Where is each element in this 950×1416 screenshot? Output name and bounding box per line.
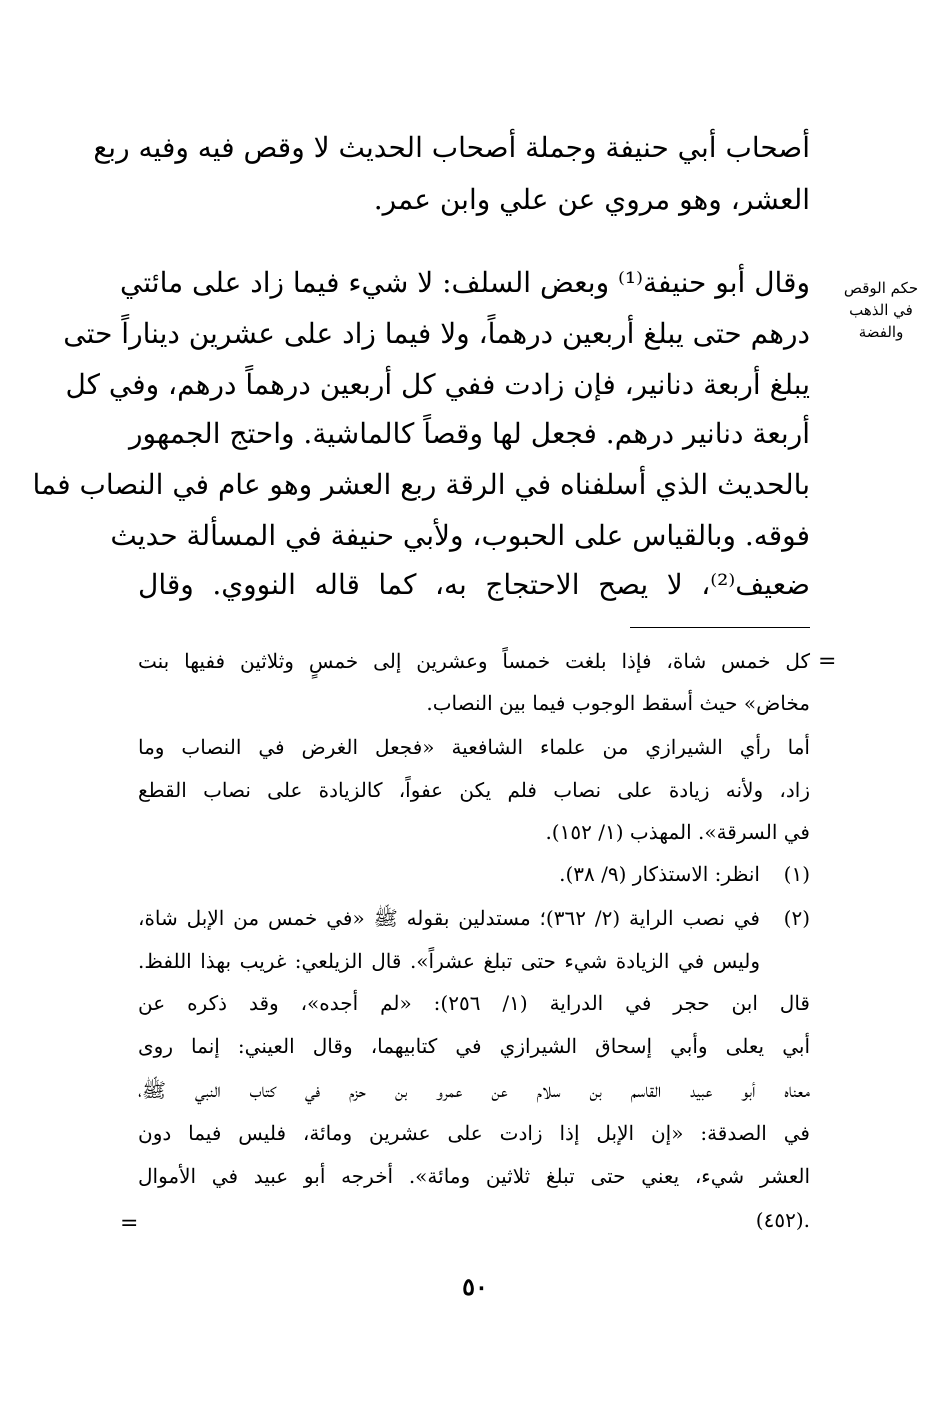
main-text-line: درهم حتى يبلغ أربعين درهماً، ولا فيما زاد على عشرين ديناراً حتى	[63, 317, 810, 350]
footnote-line: كل خمس شاة، فإذا بلغت خمساً وعشرين إلى خمسٍ وثلاثين ففيها بنت	[138, 649, 810, 673]
footnote-line: وليس في الزيادة شيء حتى تبلغ عشراً». قال الزيلعي: غريب بهذا اللفظ.	[138, 949, 760, 973]
main-text-line: العشر، وهو مروي عن علي وابن عمر.	[373, 183, 810, 216]
main-text-line: فوقه. وبالقياس على الحبوب، ولأبي حنيفة في المسألة حديث	[110, 519, 810, 552]
page-number: ٥٠	[462, 1272, 488, 1301]
footnote-line: أما رأي الشيرازي من علماء الشافعية «فجعل الغرض في النصاب وما	[138, 735, 810, 759]
footnote-divider	[630, 627, 810, 628]
continuation-marker: =	[120, 1211, 139, 1236]
footnote-line: العشر شيء، يعني حتى تبلغ ثلاثين ومائة». أخرجه أبو عبيد في الأموال	[138, 1164, 810, 1188]
footnote-line: قال ابن حجر في الدراية (١/ ٢٥٦): «لم أجده»، وقد ذكره عن	[138, 991, 810, 1015]
footnote-line: (٤٥٢).	[755, 1208, 810, 1232]
continuation-marker: =	[818, 649, 837, 674]
main-text-line: ضعيف⁽²⁾، لا يصح الاحتجاج به، كما قاله النووي. وقال	[138, 568, 810, 601]
footnote-line: انظر: الاستذكار (٩/ ٣٨).	[559, 862, 760, 886]
footnote-line: في السرقة». المهذب (١/ ١٥٢).	[545, 820, 810, 844]
main-text-line: أربعة دنانير درهم. فجعل لها وقصاً كالماشية. واحتج الجمهور	[129, 417, 810, 450]
footnote-line: زاد، ولأنه زيادة على نصاب فلم يكن عفواً، كالزيادة على نصاب القطع	[138, 778, 810, 802]
side-heading-line: في الذهب	[849, 301, 913, 319]
side-heading-line: حكم الوقص	[843, 279, 919, 297]
footnote-line: مخاض» حيث أسقط الوجوب فيما بين النصاب.	[426, 691, 810, 715]
footnote-line: أبي يعلى وأبي إسحاق الشيرازي في كتابيهما، وقال العيني: إنما روى	[138, 1034, 810, 1058]
footnote-number: (٢)	[783, 906, 810, 930]
footnote-number: (١)	[783, 862, 810, 886]
main-text-line: يبلغ أربعة دنانير، فإن زادت ففي كل أربعين درهماً درهم، وفي كل	[65, 368, 810, 401]
footnote-line: في نصب الراية (٢/ ٣٦٢)؛ مستدلين بقوله ﷺ «في خمس من الإبل شاة،	[138, 906, 760, 930]
main-text-line: أصحاب أبي حنيفة وجملة أصحاب الحديث لا وقص فيه وفيه ربع	[93, 131, 810, 164]
footnote-line: في الصدقة: «إن الإبل إذا زادت على عشرين ومائة، فليس فيما دون	[138, 1121, 810, 1145]
footnote-line: معناه أبو عبيد القاسم بن سلام عن عمرو بن حزم في كتاب النبي ﷺ،	[138, 1078, 810, 1102]
side-heading-line: والفضة	[858, 323, 904, 341]
main-text-line: وقال أبو حنيفة⁽¹⁾ وبعض السلف: لا شيء فيما زاد على مائتي	[120, 266, 810, 299]
main-text-line: بالحديث الذي أسلفناه في الرقة ربع العشر وهو عام في النصاب فما	[32, 468, 810, 501]
